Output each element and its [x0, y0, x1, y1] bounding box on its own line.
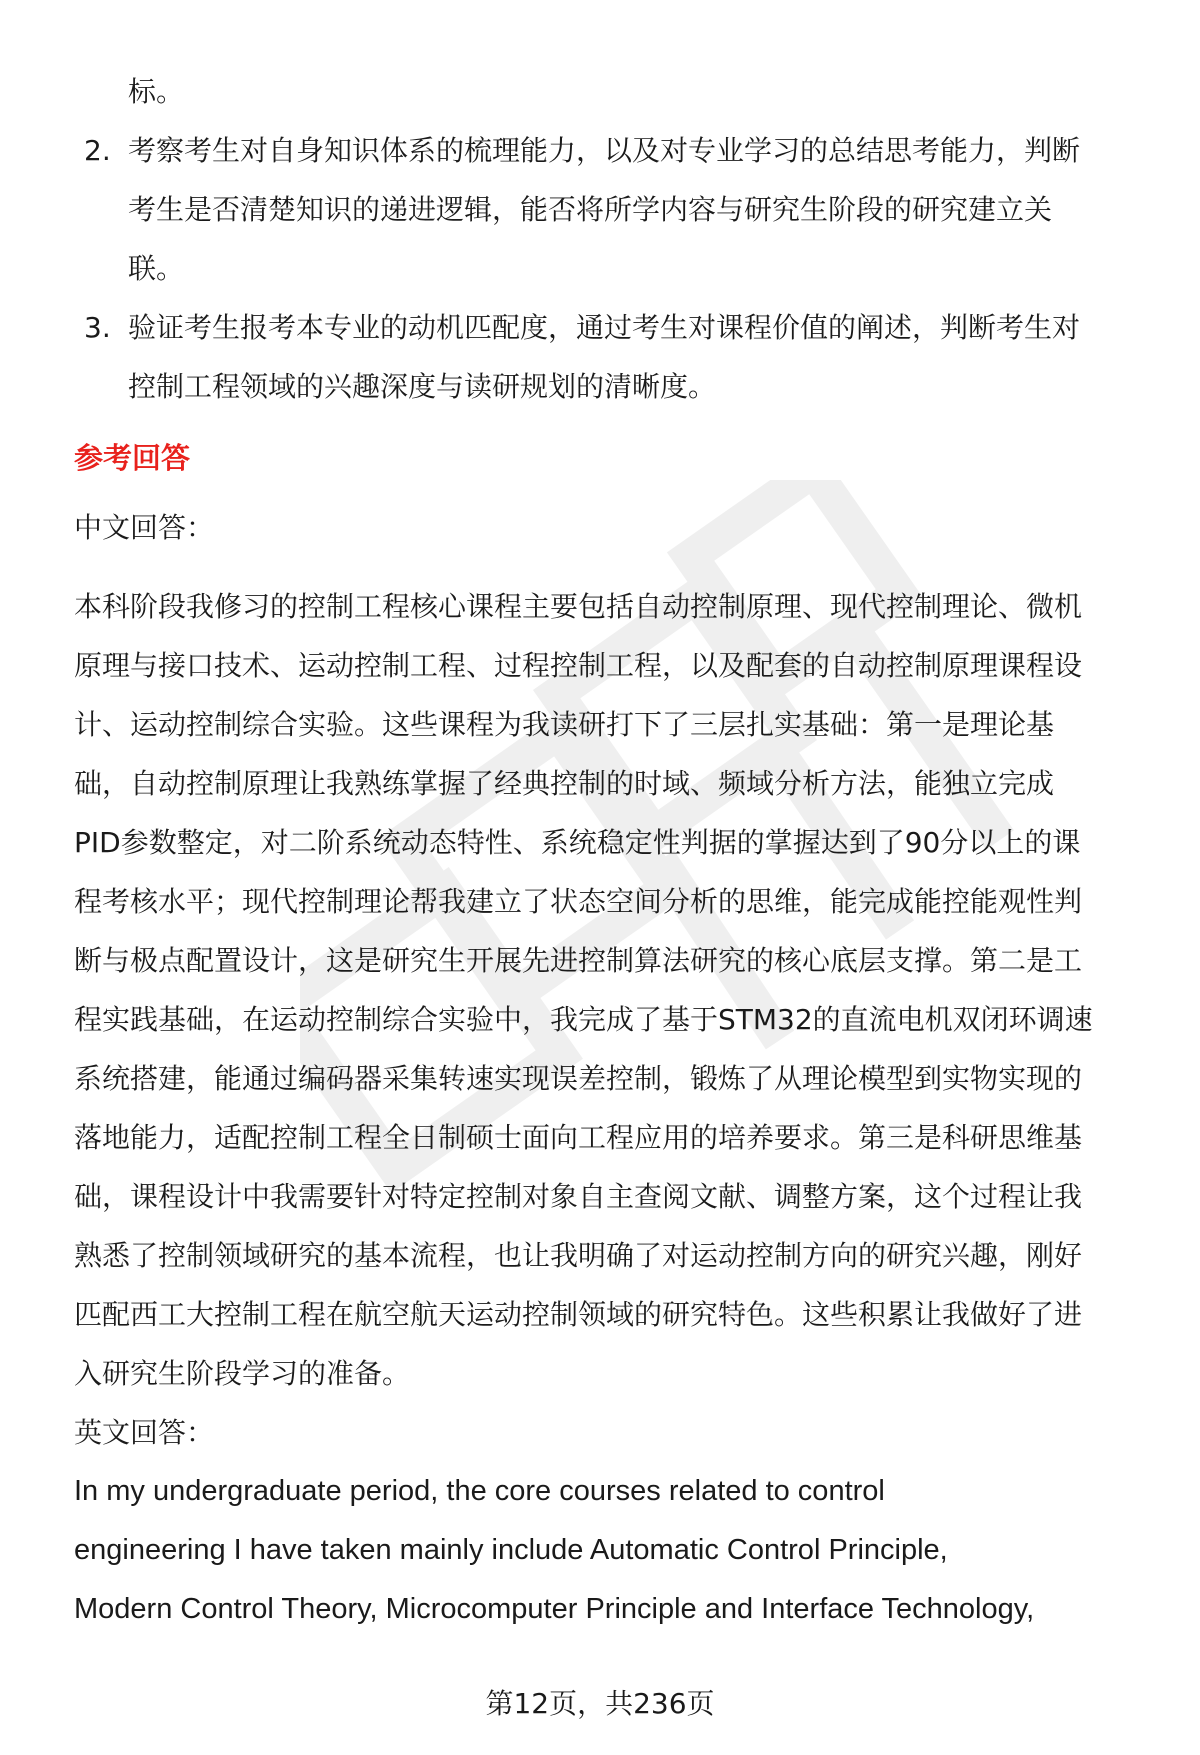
chinese-answer-label: 中文回答：	[74, 511, 215, 544]
list-text: 考察考生对自身知识体系的梳理能力，以及对专业学习的总结思考能力，判断 考生是否清楚知识的递进逻辑，能否将所学内容与研究生阶段的研究建立关 联。	[128, 134, 1081, 285]
chinese-answer-text: 本科阶段我修习的控制工程核心课程主要包括自动控制原理、现代控制理论、微机 原理与接口技术、运动控制工程、过程控制工程，以及配套的自动控制原理课程设 计、运动控制综合实验。这些课程为我读研打下了三层扎实基础：第一是理论基 础，自动控制原理让我熟练掌握了经典控制的时域、频域分析方法，能独立完成 PID参数整定，对二阶系统动态特性、系统稳定性判据的掌握达到了90分以上的课 程考核水平；现代控制理论帮我建立了状态空间分析的思维，能完成能控能观性判 断与极点配置设计，这是研究生开展先进控制算法研究的核心底层支撑。第二是工 程实践基础，在运动控制综合实验中，我完成了基于STM32的直流电机双闭环调速 系统搭建，能通过编码器采集转速实现误差控制，锻炼了从理论模型到实物实现的 落地能力，适配控制工程全日制硕士面向工程应用的培养要求。第三是科研思维基 础，课程设计中我需要针对特定控制对象自主查阅文献、调整方案，这个过程让我 熟悉了控制领域研究的基本流程，也让我明确了对运动控制方向的研究兴趣，刚好 匹配西工大控制工程在航空航天运动控制领域的研究特色。这些积累让我做好了进 入研究生阶段学习的准备。	[74, 590, 1093, 1390]
english-answer-label: 英文回答：	[74, 1416, 215, 1449]
content-body	[74, 62, 1154, 1639]
list-item-2	[74, 121, 1154, 298]
english-answer-text: In my undergraduate period, the core courses related to control engineering I have taken mainly include Automatic Control Principle, Modern Control Theory, Microcomputer Principle and Interface Technology,	[74, 1475, 1035, 1625]
list-number: 3.	[84, 311, 111, 344]
list-continuation: 标。	[128, 75, 185, 108]
list-number: 2.	[84, 134, 111, 167]
list-text: 验证考生报考本专业的动机匹配度，通过考生对课程价值的阐述，判断考生对 控制工程领域的兴趣深度与读研规划的清晰度。	[128, 311, 1081, 403]
list-item-3	[74, 298, 1154, 416]
page-footer: 第12页，共236页	[485, 1687, 715, 1720]
section-title: 参考回答	[74, 441, 191, 475]
